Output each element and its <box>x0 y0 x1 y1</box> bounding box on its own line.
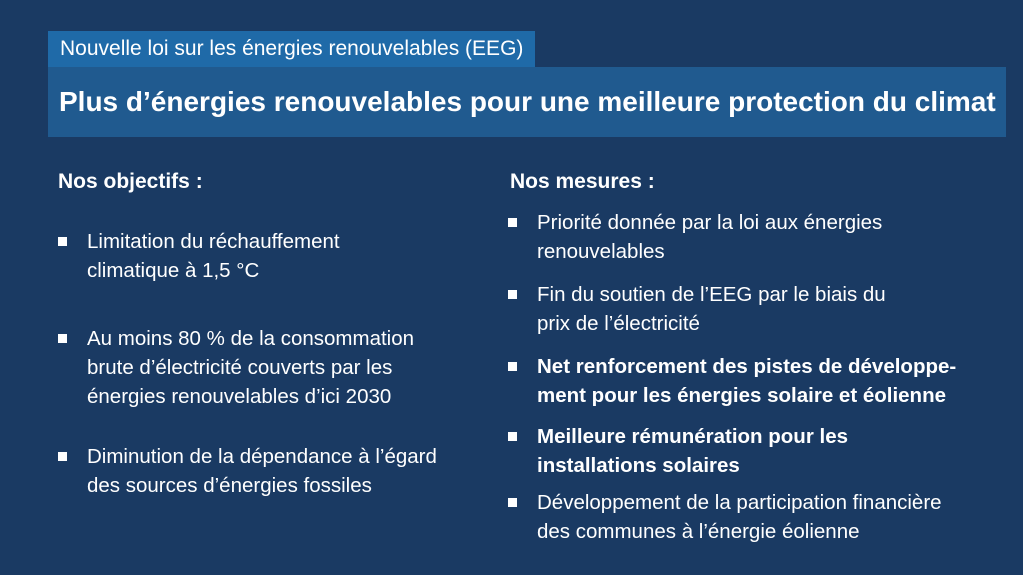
measure-item <box>508 280 968 338</box>
bullet-icon <box>508 218 517 227</box>
measure-item <box>508 488 998 546</box>
bullet-icon <box>58 237 67 246</box>
measure-item <box>508 208 968 266</box>
objective-text: Au moins 80 % de la consommation brute d’électricité couverts par les énergies renouvelables d’ici 2030 <box>87 327 415 408</box>
header-tag: Nouvelle loi sur les énergies renouvelables (EEG) <box>48 31 535 67</box>
objective-item <box>58 227 458 285</box>
measures-title: Nos mesures : <box>510 170 655 193</box>
objectives-title: Nos objectifs : <box>58 170 203 193</box>
bullet-icon <box>508 290 517 299</box>
measure-text: Développement de la participation financière des communes à l’énergie éolienne <box>537 491 942 543</box>
objective-item <box>58 442 488 500</box>
measure-text: Meilleure rémunération pour les installations solaires <box>537 425 848 477</box>
objective-item <box>58 324 478 411</box>
measure-text: Priorité donnée par la loi aux énergies renouvelables <box>537 211 883 263</box>
page-title: Plus d’énergies renouvelables pour une meilleure protection du climat <box>59 86 996 117</box>
measure-text: Fin du soutien de l’EEG par le biais du prix de l’électricité <box>537 283 886 335</box>
measure-item <box>508 422 968 480</box>
bullet-icon <box>508 432 517 441</box>
objective-text: Limitation du réchauffement climatique à 1,5 °C <box>87 230 340 282</box>
bullet-icon <box>508 498 517 507</box>
bullet-icon <box>58 334 67 343</box>
measure-text: Net renforcement des pistes de développe- ment pour les énergies solaire et éolienne <box>537 355 957 407</box>
title-banner <box>48 67 1006 137</box>
measure-item <box>508 352 988 410</box>
bullet-icon <box>508 362 517 371</box>
objective-text: Diminution de la dépendance à l’égard des sources d’énergies fossiles <box>87 445 437 497</box>
bullet-icon <box>58 452 67 461</box>
